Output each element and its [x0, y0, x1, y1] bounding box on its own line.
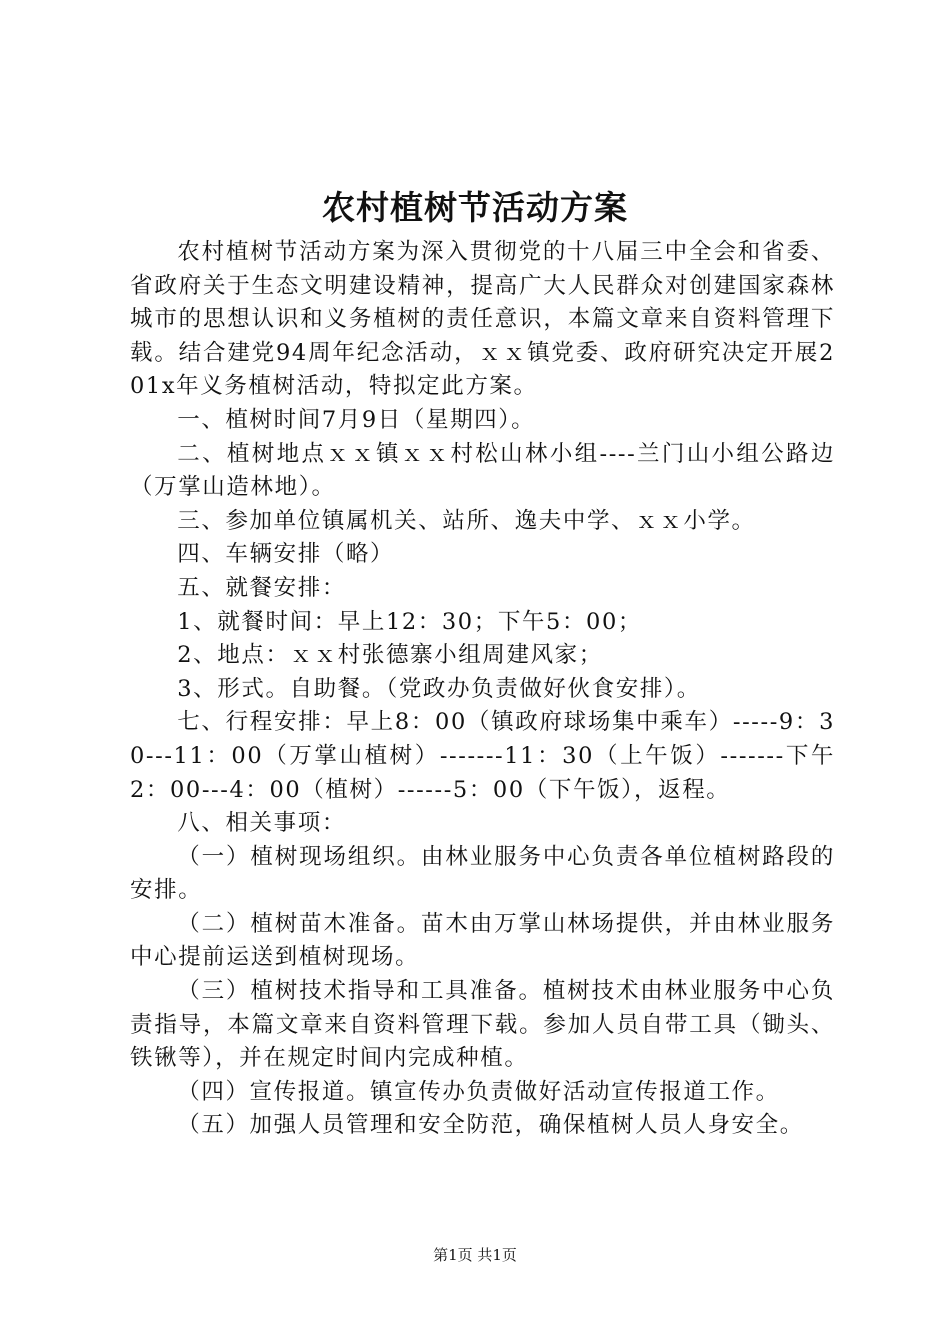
meal-format: 3、形式。自助餐。（党政办负责做好伙食安排）。	[177, 675, 701, 702]
matter-technical-guidance: （三）植树技术指导和工具准备。植树技术由林业服务中心负责指导，本篇文章来自资料管理下载。参加人员自带工具（锄头、铁锹等），并在规定时间内完成种植。	[130, 978, 835, 1072]
matter-safety: （五）加强人员管理和安全防范，确保植树人员人身安全。	[177, 1112, 804, 1139]
meal-location: 2、地点：ｘｘ村张德寨小组周建风家；	[177, 642, 603, 669]
section-vehicles: 四、车辆安排（略）	[177, 541, 395, 568]
intro-paragraph: 农村植树节活动方案为深入贯彻党的十八届三中全会和省委、省政府关于生态文明建设精神，提高广大人民群众对创建国家森林城市的思想认识和义务植树的责任意识，本篇文章来自资料管理下载。结合建党94周年纪念活动，ｘｘ镇党委、政府研究决定开展201x年义务植树活动，特拟定此方案。	[130, 239, 835, 400]
section-related-matters: 八、相关事项：	[177, 810, 346, 837]
matter-site-organization: （一）植树现场组织。由林业服务中心负责各单位植树路段的安排。	[130, 843, 835, 904]
document-body	[130, 236, 835, 1143]
meal-time: 1、就餐时间：早上12：30；下午5：00；	[177, 608, 642, 635]
document-title: 农村植树节活动方案	[322, 188, 628, 227]
section-meals: 五、就餐安排：	[177, 574, 346, 601]
page-footer: 第1页 共1页	[433, 1246, 517, 1264]
matter-publicity: （四）宣传报道。镇宣传办负责做好活动宣传报道工作。	[177, 1078, 780, 1105]
section-itinerary: 七、行程安排：早上8：00（镇政府球场集中乘车）-----9：30---11：00（万掌山植树）-------11：30（上午饭）-------下午2：00---4：00（植树）------5：00（下午饭），返程。	[130, 709, 835, 803]
section-participants: 三、参加单位镇属机关、站所、逸夫中学、ｘｘ小学。	[177, 507, 756, 534]
section-planting-time: 一、植树时间7月9日（星期四）。	[177, 406, 536, 433]
matter-seedlings: （二）植树苗木准备。苗木由万掌山林场提供，并由林业服务中心提前运送到植树现场。	[130, 910, 835, 971]
section-planting-location: 二、植树地点ｘｘ镇ｘｘ村松山林小组----兰门山小组公路边（万掌山造林地）。	[130, 440, 835, 501]
